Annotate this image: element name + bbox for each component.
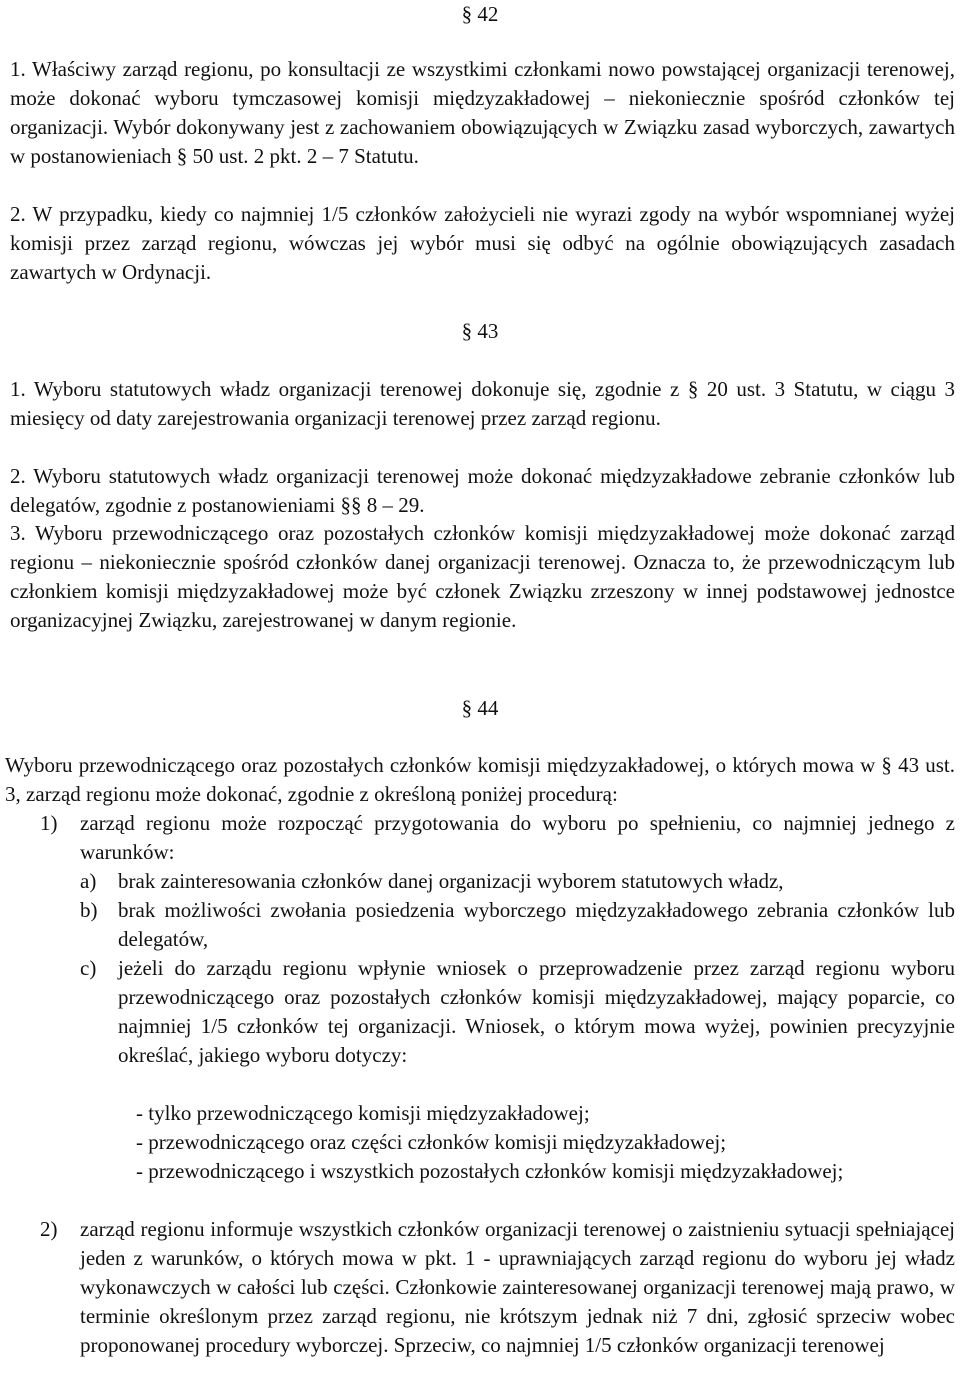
- dash-item: - przewodniczącego i wszystkich pozostałych członków komisji międzyzakładowej;: [136, 1159, 844, 1183]
- paragraph-43-3: 3. Wyboru przewodniczącego oraz pozostałych członków komisji międzyzakładowej może dokonać zarząd regionu – niekoniecznie spośród członków danej organizacji terenowej. Oznacza to, że przewodniczącym lub członkiem komisji międzyzakładowej może być członek Związku zrzeszony w innej podstawowej jednostce organizacyjnej Związku, zarejestrowanej w danym regionie.: [10, 521, 955, 632]
- list-item-text: zarząd regionu może rozpocząć przygotowania do wyboru po spełnieniu, co najmniej jednego z warunków:: [80, 811, 955, 864]
- sublist-item-number: c): [80, 956, 97, 980]
- paragraph-43-1: 1. Wyboru statutowych władz organizacji terenowej dokonuje się, zgodnie z § 20 ust. 3 Statutu, w ciągu 3 miesięcy od daty zarejestrowania organizacji terenowej przez zarząd regionu.: [10, 377, 955, 430]
- list-item-text: zarząd regionu informuje wszystkich członków organizacji terenowej o zaistnieniu sytuacji spełniającej jeden z warunków, o których mowa w pkt. 1 - uprawniających zarząd regionu do wyboru jej władz wykonawczych w całości lub części. Członkowie zainteresowanej organizacji terenowej mają prawo, w terminie określonym przez zarząd regionu, nie krótszym jednak niż 7 dni, zgłosić sprzeciw wobec proponowanej procedury wyborczej. Sprzeciw, co najmniej 1/5 członków organizacji terenowej: [80, 1217, 955, 1357]
- paragraph-43-2: 2. Wyboru statutowych władz organizacji terenowej może dokonać międzyzakładowe zebranie członków lub delegatów, zgodnie z postanowieniami §§ 8 – 29.: [10, 464, 955, 517]
- dash-item: - tylko przewodniczącego komisji międzyzakładowej;: [136, 1101, 590, 1125]
- list-item-number: 1): [40, 811, 58, 835]
- section-heading-44: § 44: [461, 696, 499, 720]
- section-heading-42: § 42: [461, 2, 499, 26]
- sublist-item-text: brak zainteresowania członków danej organizacji wyborem statutowych władz,: [118, 869, 784, 893]
- dash-item: - przewodniczącego oraz części członków komisji międzyzakładowej;: [136, 1130, 727, 1154]
- sublist-item-text: brak możliwości zwołania posiedzenia wyborczego międzyzakładowego zebrania członków lub delegatów,: [118, 898, 955, 951]
- paragraph-42-2: 2. W przypadku, kiedy co najmniej 1/5 członków założycieli nie wyrazi zgody na wybór wspomnianej wyżej komisji przez zarząd regionu, wówczas jej wybór musi się odbyć na ogólnie obowiązujących zasadach zawartych w Ordynacji.: [10, 202, 955, 284]
- sublist-item-text: jeżeli do zarządu regionu wpłynie wniosek o przeprowadzenie przez zarząd regionu wyboru przewodniczącego oraz pozostałych członków komisji międzyzakładowej, mający poparcie, co najmniej 1/5 członków tej organizacji. Wniosek, o którym mowa wyżej, powinien precyzyjnie określać, jakiego wyboru dotyczy:: [118, 956, 955, 1067]
- paragraph-44-intro: Wyboru przewodniczącego oraz pozostałych członków komisji międzyzakładowej, o których mowa w § 43 ust. 3, zarząd regionu może dokonać, zgodnie z określoną poniżej procedurą:: [5, 753, 955, 806]
- section-heading-43: § 43: [461, 319, 499, 343]
- paragraph-42-1: 1. Właściwy zarząd regionu, po konsultacji ze wszystkimi członkami nowo powstającej organizacji terenowej, może dokonać wyboru tymczasowej komisji międzyzakładowej – niekoniecznie spośród członków tej organizacji. Wybór dokonywany jest z zachowaniem obowiązujących w Związku zasad wyborczych, zawartych w postanowieniach § 50 ust. 2 pkt. 2 – 7 Statutu.: [10, 57, 955, 168]
- list-item-number: 2): [40, 1217, 58, 1241]
- sublist-item-number: a): [80, 869, 97, 893]
- sublist-item-number: b): [80, 898, 98, 922]
